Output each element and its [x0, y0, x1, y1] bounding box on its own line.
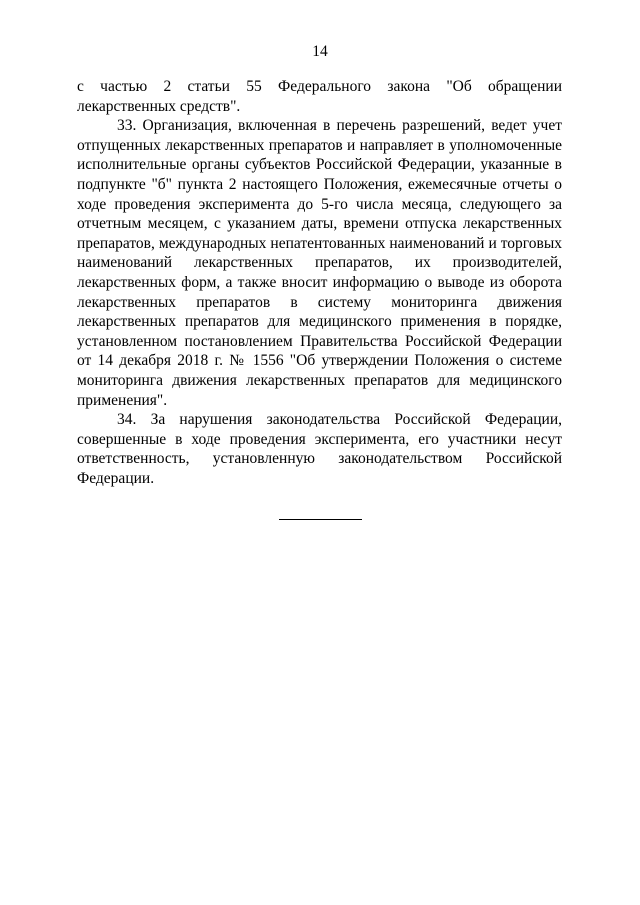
end-of-document-rule: [279, 519, 362, 520]
page-number: 14: [312, 43, 328, 60]
paragraph-continuation: с частью 2 статьи 55 Федерального закона "Об обращении лекарственных средств".: [77, 78, 562, 115]
document-body: [77, 77, 562, 488]
paragraph-33: 33. Организация, включенная в перечень разрешений, ведет учет отпущенных лекарственных препаратов и направляет в уполномоченные исполнительные органы субъектов Российской Федерации, указанные в подпункте "б" пункта 2 настоящего Положения, ежемесячные отчеты о ходе проведения эксперимента до 5-го числа месяца, следующего за отчетным месяцем, с указанием даты, времени отпуска лекарственных препаратов, международных непатентованных наименований и торговых наименований лекарственных препаратов, их производителей, лекарственных форм, а также вносит информацию о выводе из оборота лекарственных препаратов в систему мониторинга движения лекарственных препаратов для медицинского применения в порядке, установленном постановлением Правительства Российской Федерации от 14 декабря 2018 г. № 1556 "Об утверждении Положения о системе мониторинга движения лекарственных препаратов для медицинского применения".: [77, 117, 562, 409]
paragraph-34: 34. За нарушения законодательства Российской Федерации, совершенные в ходе проведения эксперимента, его участники несут ответственность, установленную законодательством Российской Федерации.: [77, 411, 562, 487]
